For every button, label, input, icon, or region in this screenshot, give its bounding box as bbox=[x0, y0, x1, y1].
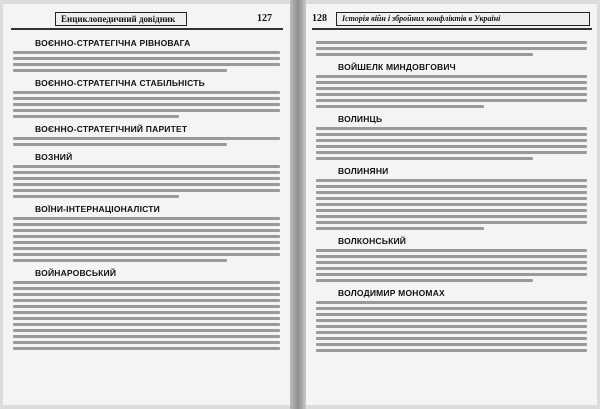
entry bbox=[13, 204, 280, 262]
entry bbox=[13, 152, 280, 198]
headword: ВОЙШЕЛК МИНДОВГОВИЧ bbox=[338, 62, 456, 72]
entry bbox=[316, 288, 587, 352]
page-number: 128 bbox=[312, 13, 327, 24]
header-rule bbox=[11, 28, 283, 30]
entry bbox=[13, 124, 280, 146]
headword: ВОЛКОНСЬКИЙ bbox=[338, 236, 407, 246]
headword: ВОЛИНЯНИ bbox=[338, 166, 389, 176]
headword: ВОЗНИЙ bbox=[35, 152, 73, 162]
header-rule bbox=[312, 28, 592, 30]
entry bbox=[316, 166, 587, 230]
entry bbox=[316, 236, 587, 282]
left-column bbox=[13, 38, 280, 399]
headword: ВОЄННО-СТРАТЕГІЧНИЙ ПАРИТЕТ bbox=[35, 124, 188, 134]
headword: ВОЛИНЦЬ bbox=[338, 114, 383, 124]
right-column bbox=[316, 38, 587, 399]
headword: ВОЇНИ-ІНТЕРНАЦІОНАЛІСТИ bbox=[35, 204, 160, 214]
headword: ВОЙНАРОВСЬКИЙ bbox=[35, 268, 117, 278]
headword: ВОЄННО-СТРАТЕГІЧНА СТАБІЛЬНІСТЬ bbox=[35, 78, 205, 88]
entry bbox=[13, 268, 280, 350]
entry bbox=[13, 78, 280, 118]
right-page bbox=[306, 4, 597, 405]
entry bbox=[316, 41, 587, 56]
book-gutter bbox=[290, 0, 306, 409]
entry bbox=[316, 114, 587, 160]
entry bbox=[13, 38, 280, 72]
running-header: Історія війн і збройних конфліктів в Україні bbox=[336, 12, 590, 26]
headword: ВОЛОДИМИР МОНОМАХ bbox=[338, 288, 445, 298]
headword: ВОЄННО-СТРАТЕГІЧНА РІВНОВАГА bbox=[35, 38, 191, 48]
left-page bbox=[3, 4, 290, 405]
page-number: 127 bbox=[257, 13, 272, 24]
entry bbox=[316, 62, 587, 108]
running-header: Енциклопедичний довідник bbox=[55, 12, 187, 26]
